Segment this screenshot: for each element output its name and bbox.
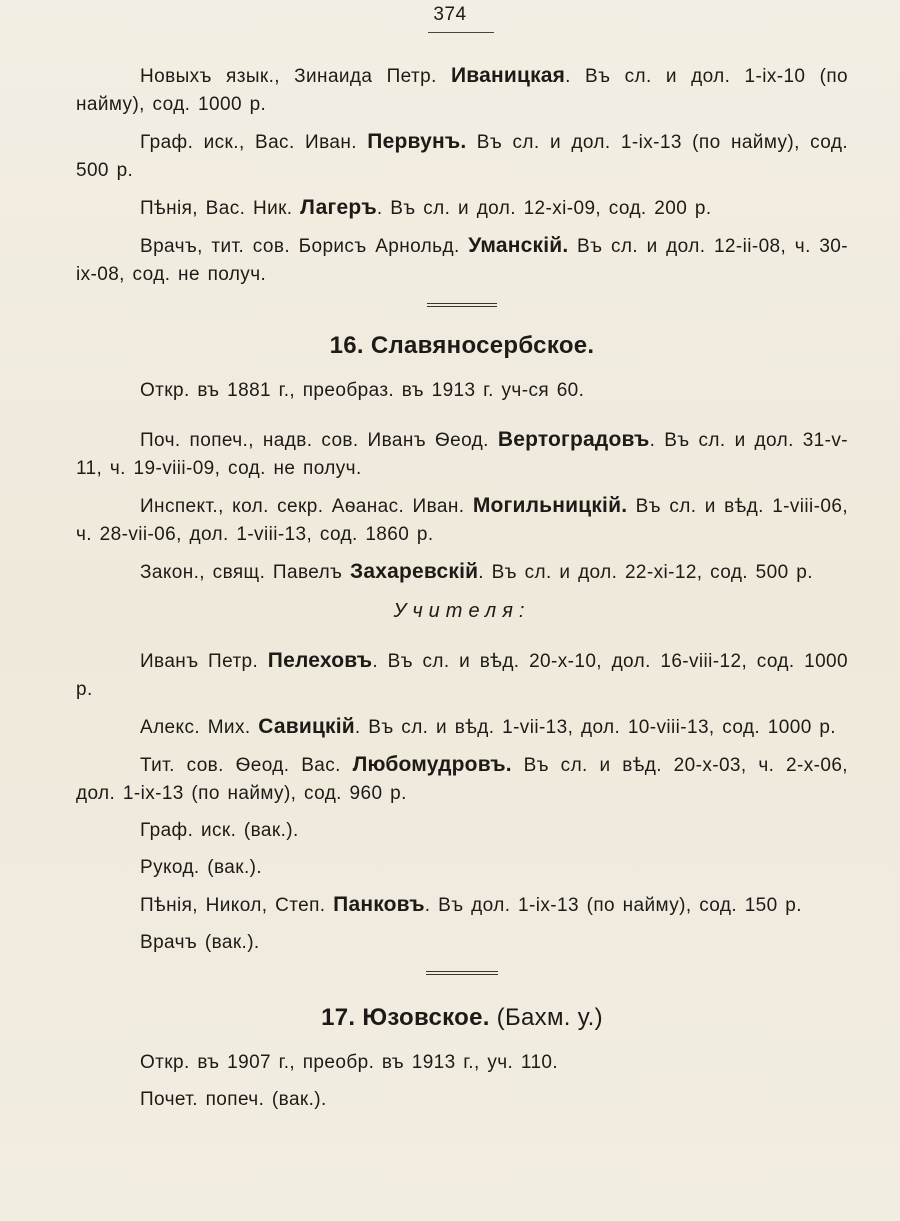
entry-details: . Въ сл. и вѣд. 1-vii-13, дол. 10-viii-13, сод. 1000 р. (354, 717, 836, 738)
entry-surname: Любомудровъ. (352, 753, 512, 776)
staff-entry (76, 194, 848, 223)
entry-text: Пѣнія, Никол, Степ. (140, 895, 326, 916)
section-opened-info: Откр. въ 1881 г., преобраз. въ 1913 г. уч-ся 60. (140, 380, 585, 401)
entry-text: Иванъ Петр. (140, 651, 259, 672)
entry-text: Врачъ (вак.). (140, 932, 260, 953)
section-number: 17. (321, 1004, 356, 1031)
entry-surname: Уманскій. (468, 234, 569, 257)
spacer (76, 414, 848, 426)
staff-entry (76, 558, 848, 587)
section-name: Славяносербское. (370, 332, 595, 359)
entry-surname: Савицкій (258, 715, 355, 738)
page-number: 374 (433, 4, 467, 25)
staff-entry (76, 232, 848, 289)
entry-surname: Панковъ (333, 893, 425, 916)
teacher-entry (76, 713, 848, 742)
section-district: (Бахм. у.) (496, 1004, 603, 1031)
teacher-entry (76, 647, 848, 704)
section-opened-info: Откр. въ 1907 г., преобр. въ 1913 г., уч. 110. (140, 1052, 559, 1073)
entry-text: Инспект., кол. секр. Аѳанас. Иван. (140, 496, 465, 517)
staff-entry (76, 128, 848, 185)
teacher-entry (76, 891, 848, 920)
entry-text: Поч. попеч., надв. сов. Иванъ Ѳеод. (140, 430, 489, 451)
entry-details: Въ сл. и дол. 1-ix-13 (по найму), сод. 500 р. (76, 132, 849, 181)
entry-details: . Въ сл. и дол. 1-ix-10 (по найму), сод. 1000 р. (76, 66, 848, 115)
staff-entry (76, 492, 848, 549)
entry-details: . Въ сл. и дол. 12-xi-09, сод. 200 р. (376, 198, 712, 219)
entry-text: Рукод. (вак.). (140, 857, 263, 878)
entry-text: Пѣнія, Вас. Ник. (140, 198, 293, 219)
entry-text: Алекс. Мих. (140, 717, 251, 738)
entry-surname: Лагеръ (300, 196, 377, 219)
teacher-entry (76, 854, 848, 882)
section-name: Юзовское. (362, 1004, 490, 1031)
trustee-entry: Почет. попеч. (вак.). (140, 1089, 327, 1110)
entry-surname: Захаревскій (350, 560, 479, 583)
page-content (76, 62, 848, 1123)
entry-details: . Въ дол. 1-ix-13 (по найму), сод. 150 р. (424, 895, 802, 916)
page-number-rule (428, 32, 494, 33)
section-number: 16. (329, 332, 364, 359)
entry-surname: Первунъ. (367, 130, 467, 153)
entry-text: Закон., свящ. Павелъ (140, 562, 343, 583)
entry-surname: Могильницкій. (472, 494, 628, 517)
section-heading (76, 331, 848, 361)
entry-details: . Въ сл. и дол. 22-xi-12, сод. 500 р. (478, 562, 813, 583)
section-separator (426, 971, 498, 975)
section-heading (76, 1003, 848, 1033)
entry-details: . Въ сл. и дол. 31-v-11, ч. 19-viii-09, сод. не получ. (76, 430, 848, 479)
teachers-heading: Учителя: (393, 600, 531, 622)
section-16 (76, 331, 848, 957)
staff-entry (76, 426, 848, 483)
entry-surname: Вертоградовъ (497, 428, 650, 451)
entry-surname: Иваницкая (450, 64, 566, 87)
entry-details: Въ сл. и дол. 12-ii-08, ч. 30-ix-08, сод. не получ. (76, 236, 848, 285)
entry-text: Врачъ, тит. сов. Борисъ Арнольд. (140, 236, 460, 257)
entry-details: Въ сл. и вѣд. 1-viii-06, ч. 28-vii-06, дол. 1-viii-13, сод. 1860 р. (76, 496, 848, 545)
entry-details: . Въ сл. и вѣд. 20-x-10, дол. 16-viii-12, сод. 1000 р. (76, 651, 848, 700)
entry-text: Новыхъ язык., Зинаида Петр. (140, 66, 437, 87)
entry-text: Граф. иск. (вак.). (140, 820, 299, 841)
section-separator (427, 303, 497, 307)
teacher-entry (76, 751, 848, 808)
entry-text: Граф. иск., Вас. Иван. (140, 132, 357, 153)
entry-details: Въ сл. и вѣд. 20-x-03, ч. 2-x-06, дол. 1-ix-13 (по найму), сод. 960 р. (76, 755, 848, 804)
staff-entry (76, 62, 848, 119)
entry-text: Тит. сов. Ѳеод. Вас. (140, 755, 341, 776)
teacher-entry (76, 817, 848, 845)
teacher-entry (76, 929, 848, 957)
previous-section-staff (76, 62, 848, 289)
section-17 (76, 1003, 848, 1114)
entry-surname: Пелеховъ (267, 649, 373, 672)
